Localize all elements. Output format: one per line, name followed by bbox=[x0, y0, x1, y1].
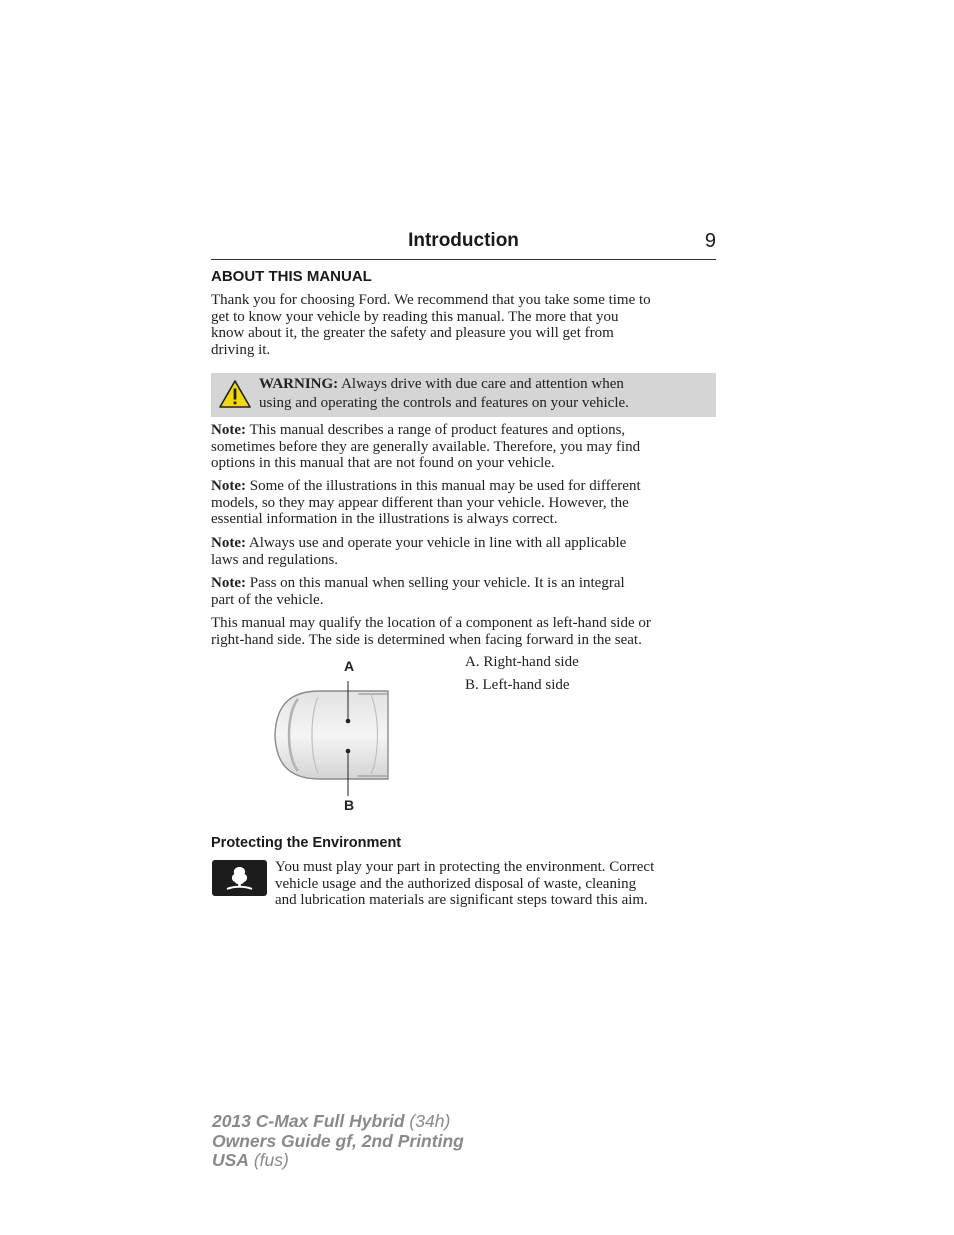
figure-label-a: A bbox=[344, 658, 355, 674]
note-paragraph: Note: Always use and operate your vehicle in line with all applicable laws and regulations. bbox=[211, 535, 627, 568]
about-heading: ABOUT THIS MANUAL bbox=[211, 268, 372, 285]
environment-heading: Protecting the Environment bbox=[211, 835, 402, 851]
legend-item-b: B. Left-hand side bbox=[465, 677, 570, 693]
warning-box bbox=[211, 373, 716, 417]
footer-print-info bbox=[212, 1112, 464, 1171]
page-header bbox=[211, 229, 716, 260]
note-paragraph: Note: Some of the illustrations in this manual may be used for different models, so they may appear different than your vehicle. However, the essential information in the illustrations is always correct. bbox=[211, 478, 641, 528]
intro-paragraph: Thank you for choosing Ford. We recommend that you take some time to get to know your vehicle by reading this manual. The more that you know about it, the greater the safety and pleasure you will get from driving it. bbox=[211, 292, 651, 358]
note-paragraph: Note: This manual describes a range of product features and options, sometimes before they are generally available. Therefore, you may find options in this manual that are not found on your vehicle. bbox=[211, 422, 641, 472]
legend-item-a: A. Right-hand side bbox=[465, 654, 579, 670]
environment-tree-icon bbox=[212, 860, 267, 896]
footer-line-1: 2013 C-Max Full Hybrid (34h) bbox=[212, 1111, 451, 1131]
section-title: Introduction bbox=[408, 230, 519, 251]
figure-label-b: B bbox=[344, 797, 355, 813]
car-top-view-illustration bbox=[262, 673, 402, 803]
environment-paragraph: You must play your part in protecting the environment. Correct vehicle usage and the authorized disposal of waste, cleaning and lubrication materials are significant steps toward this aim. bbox=[275, 859, 655, 909]
car-side-figure bbox=[262, 655, 402, 817]
note-paragraph: Note: Pass on this manual when selling your vehicle. It is an integral part of the vehicle. bbox=[211, 575, 625, 608]
footer-line-3: USA (fus) bbox=[212, 1150, 289, 1170]
warning-triangle-icon bbox=[218, 379, 252, 409]
page-number: 9 bbox=[704, 230, 716, 252]
side-paragraph: This manual may qualify the location of a component as left-hand side or right-hand side. The side is determined when facing forward in the seat. bbox=[211, 615, 651, 648]
footer-line-2: Owners Guide gf, 2nd Printing bbox=[212, 1130, 464, 1151]
warning-text: WARNING: Always drive with due care and attention when using and operating the controls and features on your vehicle. bbox=[259, 376, 629, 411]
